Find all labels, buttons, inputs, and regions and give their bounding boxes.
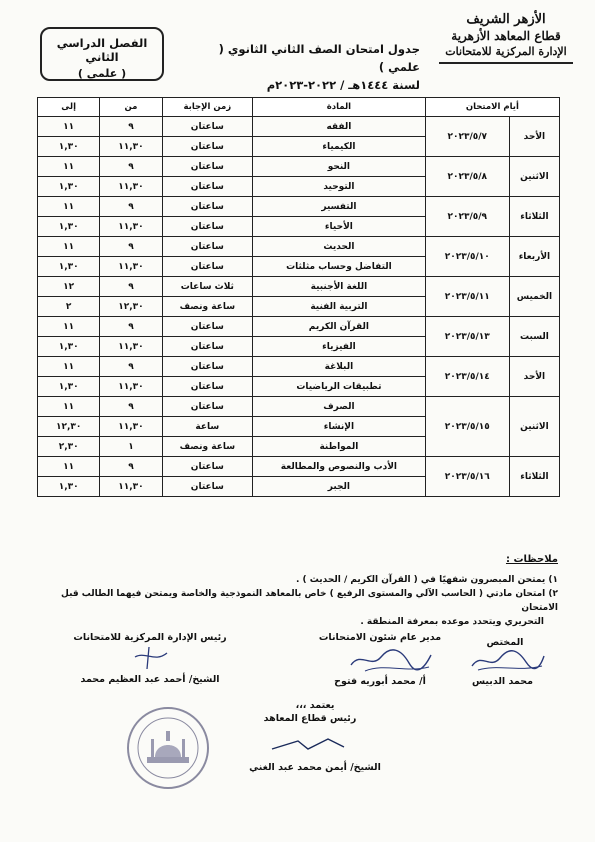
exam-date-cell: ٢٠٢٣/٥/١٤ bbox=[425, 357, 509, 397]
start-time-cell: ٩ bbox=[100, 237, 162, 257]
duration-cell: ساعتان bbox=[162, 157, 252, 177]
duration-cell: ساعة ونصف bbox=[162, 297, 252, 317]
exam-date-cell: ٢٠٢٣/٥/٨ bbox=[425, 157, 509, 197]
sector-signature-scribble bbox=[268, 735, 348, 755]
director-name: أ/ محمد أبوريه فتوح bbox=[334, 676, 426, 687]
start-time-cell: ١١,٣٠ bbox=[100, 477, 162, 497]
end-time-cell: ١,٣٠ bbox=[38, 477, 100, 497]
subject-cell: الكيمياء bbox=[253, 137, 426, 157]
end-time-cell: ١,٣٠ bbox=[38, 137, 100, 157]
duration-cell: ساعتان bbox=[162, 117, 252, 137]
subject-cell: الأحياء bbox=[253, 217, 426, 237]
start-time-cell: ١ bbox=[100, 437, 162, 457]
org-sector: قطاع المعاهد الأزهرية bbox=[451, 29, 561, 43]
specialist-title: المختص bbox=[486, 637, 524, 648]
table-row bbox=[38, 197, 560, 217]
header-exam-days: أيام الامتحان bbox=[425, 98, 559, 117]
term-label: الفصل الدراسي الثاني bbox=[56, 36, 148, 64]
exam-day-cell: الخميس bbox=[509, 277, 559, 317]
subject-cell: الفيزياء bbox=[253, 337, 426, 357]
table-header-row bbox=[38, 98, 560, 117]
approve-label: يعتمد ،،، bbox=[295, 700, 335, 711]
table-row bbox=[38, 397, 560, 417]
start-time-cell: ٩ bbox=[100, 317, 162, 337]
exam-day-cell: الأحد bbox=[509, 357, 559, 397]
document-title bbox=[190, 40, 420, 94]
subject-cell: المواطنة bbox=[253, 437, 426, 457]
subject-cell: الجبر bbox=[253, 477, 426, 497]
end-time-cell: ١,٣٠ bbox=[38, 177, 100, 197]
end-time-cell: ١,٣٠ bbox=[38, 257, 100, 277]
head-signature-scribble bbox=[125, 645, 175, 671]
subject-cell: البلاغة bbox=[253, 357, 426, 377]
exam-date-cell: ٢٠٢٣/٥/٩ bbox=[425, 197, 509, 237]
start-time-cell: ٩ bbox=[100, 357, 162, 377]
start-time-cell: ٩ bbox=[100, 117, 162, 137]
exam-date-cell: ٢٠٢٣/٥/٧ bbox=[425, 117, 509, 157]
subject-cell: التفاضل وحساب مثلثات bbox=[253, 257, 426, 277]
end-time-cell: ١٢ bbox=[38, 277, 100, 297]
notes-section bbox=[40, 553, 558, 629]
header-from: من bbox=[100, 98, 162, 117]
exam-day-cell: الاثنين bbox=[509, 157, 559, 197]
duration-cell: ساعتان bbox=[162, 237, 252, 257]
end-time-cell: ١١ bbox=[38, 157, 100, 177]
table-row bbox=[38, 277, 560, 297]
table-row bbox=[38, 117, 560, 137]
end-time-cell: ١١ bbox=[38, 197, 100, 217]
end-time-cell: ١١ bbox=[38, 457, 100, 477]
duration-cell: ساعتان bbox=[162, 337, 252, 357]
end-time-cell: ١١ bbox=[38, 397, 100, 417]
subject-cell: الأدب والنصوص والمطالعة bbox=[253, 457, 426, 477]
sector-name: الشيخ/ أيمن محمد عبد الغني bbox=[249, 762, 381, 773]
exam-date-cell: ٢٠٢٣/٥/١٠ bbox=[425, 237, 509, 277]
note-item: ٢) امتحان مادتي ( الحاسب الآلي والمستوى الرفيع ) خاص بالمعاهد النموذجية والخاصة ويمتحن فيهما الطالب قبل الامتحان bbox=[61, 589, 558, 613]
exam-date-cell: ٢٠٢٣/٥/١٣ bbox=[425, 317, 509, 357]
start-time-cell: ١١,٣٠ bbox=[100, 137, 162, 157]
director-signature-scribble bbox=[345, 645, 435, 675]
start-time-cell: ١١,٣٠ bbox=[100, 177, 162, 197]
end-time-cell: ١١ bbox=[38, 357, 100, 377]
end-time-cell: ٢ bbox=[38, 297, 100, 317]
subject-cell: التفسير bbox=[253, 197, 426, 217]
title-line-1: جدول امتحان الصف الثاني الثانوي ( علمي ) bbox=[218, 42, 420, 74]
term-track: ( علمي ) bbox=[77, 67, 127, 80]
duration-cell: ساعتان bbox=[162, 257, 252, 277]
exam-date-cell: ٢٠٢٣/٥/١٦ bbox=[425, 457, 509, 497]
exam-schedule-table bbox=[37, 97, 560, 497]
end-time-cell: ١,٣٠ bbox=[38, 217, 100, 237]
start-time-cell: ٩ bbox=[100, 397, 162, 417]
duration-cell: ثلاث ساعات bbox=[162, 277, 252, 297]
org-department: الإدارة المركزية للامتحانات bbox=[445, 45, 567, 58]
header-to: إلى bbox=[38, 98, 100, 117]
org-name: الأزهر الشريف bbox=[466, 12, 546, 27]
head-name: الشيخ/ أحمد عبد العظيم محمد bbox=[80, 674, 220, 685]
specialist-signature-scribble bbox=[468, 648, 548, 674]
subject-cell: اللغة الأجنبية bbox=[253, 277, 426, 297]
subject-cell: تطبيقات الرياضيات bbox=[253, 377, 426, 397]
subject-cell: الصرف bbox=[253, 397, 426, 417]
subject-cell: الحديث bbox=[253, 237, 426, 257]
subject-cell: الفقه bbox=[253, 117, 426, 137]
start-time-cell: ١١,٣٠ bbox=[100, 417, 162, 437]
head-title: رئيس الإدارة المركزية للامتحانات bbox=[73, 632, 227, 643]
exam-day-cell: الاثنين bbox=[509, 397, 559, 457]
exam-day-cell: الثلاثاء bbox=[509, 197, 559, 237]
start-time-cell: ١١,٣٠ bbox=[100, 217, 162, 237]
specialist-name: محمد الدبيس bbox=[471, 676, 534, 687]
director-title: مدير عام شئون الامتحانات bbox=[318, 632, 442, 643]
subject-cell: التربية الفنية bbox=[253, 297, 426, 317]
official-seal-stamp bbox=[125, 705, 211, 791]
signature-specialist bbox=[460, 637, 550, 648]
start-time-cell: ٩ bbox=[100, 197, 162, 217]
end-time-cell: ١٢,٣٠ bbox=[38, 417, 100, 437]
table-row bbox=[38, 157, 560, 177]
duration-cell: ساعتان bbox=[162, 217, 252, 237]
start-time-cell: ١١,٣٠ bbox=[100, 337, 162, 357]
duration-cell: ساعتان bbox=[162, 457, 252, 477]
start-time-cell: ١١,٣٠ bbox=[100, 377, 162, 397]
subject-cell: القرآن الكريم bbox=[253, 317, 426, 337]
start-time-cell: ١٢,٣٠ bbox=[100, 297, 162, 317]
table-row bbox=[38, 357, 560, 377]
start-time-cell: ١١,٣٠ bbox=[100, 257, 162, 277]
notes-title: ملاحظات : bbox=[505, 554, 558, 565]
subject-cell: النحو bbox=[253, 157, 426, 177]
title-line-2: لسنة ١٤٤٤هـ / ٢٠٢٢-٢٠٢٣م bbox=[266, 78, 420, 92]
note-item: ١) يمتحن المبصرون شفهيًا في ( القرآن الكريم / الحديث ) . bbox=[295, 575, 558, 585]
end-time-cell: ٢,٣٠ bbox=[38, 437, 100, 457]
end-time-cell: ١,٣٠ bbox=[38, 377, 100, 397]
table-row bbox=[38, 317, 560, 337]
subject-cell: التوحيد bbox=[253, 177, 426, 197]
note-item: التحريري ويتحدد موعده بمعرفة المنطقة . bbox=[360, 617, 544, 627]
exam-date-cell: ٢٠٢٣/٥/١٥ bbox=[425, 397, 509, 457]
term-box bbox=[40, 27, 164, 81]
duration-cell: ساعتان bbox=[162, 357, 252, 377]
header-duration: زمن الإجابة bbox=[162, 98, 252, 117]
header-subject: المادة bbox=[253, 98, 426, 117]
duration-cell: ساعتان bbox=[162, 177, 252, 197]
duration-cell: ساعة ونصف bbox=[162, 437, 252, 457]
duration-cell: ساعتان bbox=[162, 317, 252, 337]
duration-cell: ساعتان bbox=[162, 377, 252, 397]
start-time-cell: ٩ bbox=[100, 457, 162, 477]
duration-cell: ساعتان bbox=[162, 197, 252, 217]
duration-cell: ساعتان bbox=[162, 137, 252, 157]
exam-day-cell: الثلاثاء bbox=[509, 457, 559, 497]
exam-day-cell: الأربعاء bbox=[509, 237, 559, 277]
duration-cell: ساعتان bbox=[162, 477, 252, 497]
end-time-cell: ١,٣٠ bbox=[38, 337, 100, 357]
duration-cell: ساعة bbox=[162, 417, 252, 437]
exam-day-cell: السبت bbox=[509, 317, 559, 357]
header-divider bbox=[439, 62, 573, 64]
subject-cell: الإنشاء bbox=[253, 417, 426, 437]
start-time-cell: ٩ bbox=[100, 157, 162, 177]
end-time-cell: ١١ bbox=[38, 117, 100, 137]
end-time-cell: ١١ bbox=[38, 317, 100, 337]
table-row bbox=[38, 237, 560, 257]
end-time-cell: ١١ bbox=[38, 237, 100, 257]
exam-day-cell: الأحد bbox=[509, 117, 559, 157]
sector-title: رئيس قطاع المعاهد bbox=[263, 713, 357, 724]
duration-cell: ساعتان bbox=[162, 397, 252, 417]
start-time-cell: ٩ bbox=[100, 277, 162, 297]
table-row bbox=[38, 457, 560, 477]
organization-header bbox=[431, 12, 581, 64]
exam-date-cell: ٢٠٢٣/٥/١١ bbox=[425, 277, 509, 317]
